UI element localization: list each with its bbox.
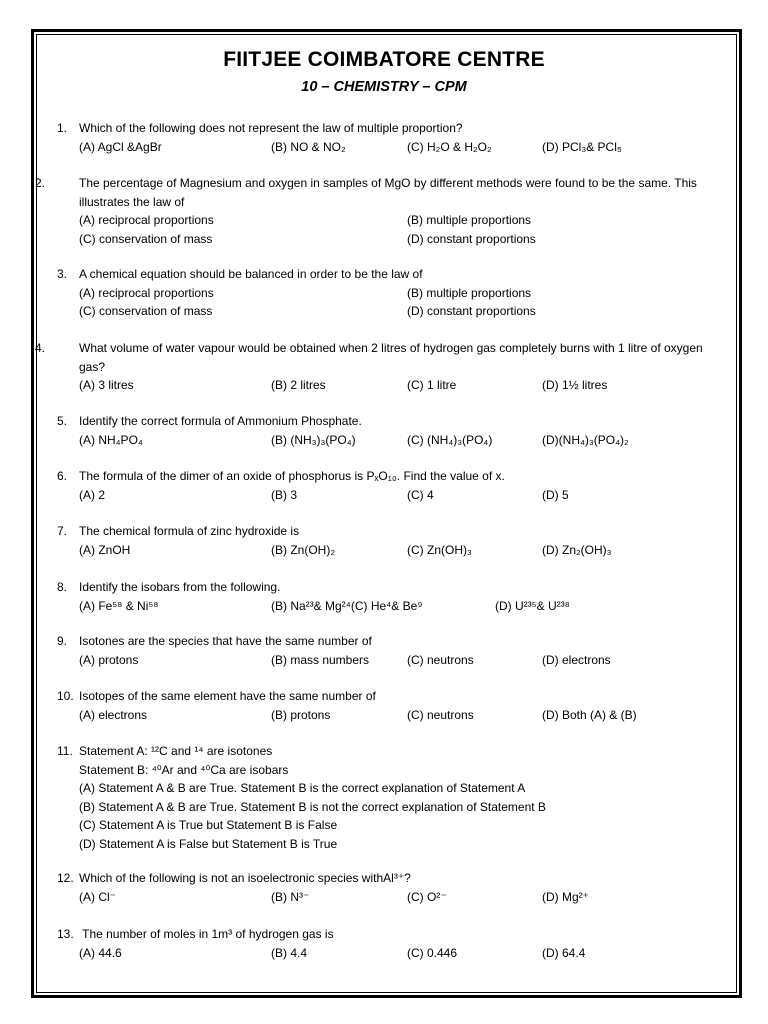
option-b: (B) multiple proportions	[407, 213, 532, 227]
option-d: (D) electrons	[542, 652, 611, 667]
page-title: FIITJEE COIMBATORE CENTRE	[223, 48, 545, 71]
option-a: (A) ZnOH	[79, 542, 131, 557]
option-d: (D) 64.4	[542, 945, 586, 960]
question-text: Identify the isobars from the following.	[79, 580, 281, 594]
option-b: (B) Zn(OH)₂	[271, 542, 335, 557]
option-c: (C) conservation of mass	[79, 231, 213, 246]
question-number: 6.	[57, 469, 68, 483]
question-11	[57, 742, 727, 853]
question-6	[57, 467, 727, 504]
option-c: (C) Statement A is True but Statement B is False	[79, 818, 338, 832]
option-a: (A) electrons	[79, 707, 148, 722]
option-d: (D) Zn₂(OH)₃	[542, 542, 612, 557]
option-a: (A) reciprocal proportions	[79, 285, 214, 300]
question-number: 11.	[57, 744, 73, 758]
option-a: (A) 44.6	[79, 945, 122, 960]
question-12	[57, 869, 727, 906]
question-number: 13.	[57, 927, 74, 941]
option-d: (D) constant proportions	[407, 304, 536, 318]
option-a: (A) Cl⁻	[79, 889, 116, 904]
option-d: (D) U²³⁵& U²³⁸	[495, 598, 570, 613]
option-a: (A) reciprocal proportions	[79, 213, 214, 227]
option-c: (C) 0.446	[407, 945, 458, 960]
option-c: (C) Zn(OH)₃	[407, 542, 472, 557]
question-7	[57, 522, 727, 559]
question-3	[57, 265, 727, 321]
option-b: (B) multiple proportions	[407, 285, 532, 300]
option-b: (B) mass numbers	[271, 652, 370, 667]
question-13	[57, 925, 727, 962]
question-number: 3.	[57, 267, 68, 281]
option-a: (A) 3 litres	[79, 378, 134, 392]
option-c: (C) O²⁻	[407, 889, 447, 904]
option-b-c: (B) Na²³& Mg²⁴(C) He⁴& Be⁹	[271, 598, 423, 613]
question-text: The percentage of Magnesium and oxygen in samples of MgO by different methods were found to be the same. This illustrates the law of	[79, 176, 697, 209]
option-a: (A) 2	[79, 487, 106, 502]
question-text: The chemical formula of zinc hydroxide is	[79, 524, 300, 538]
option-b: (B) NO & NO₂	[271, 139, 346, 154]
option-b: (B) N³⁻	[271, 889, 310, 904]
option-b: (B) 4.4	[271, 945, 308, 960]
question-number: 8.	[57, 580, 68, 594]
option-d: (D) 1½ litres	[542, 378, 608, 392]
option-c: (C) neutrons	[407, 652, 474, 667]
option-c: (C) 4	[407, 487, 434, 502]
option-c: (C) (NH₄)₃(PO₄)	[407, 432, 493, 447]
question-4	[35, 339, 727, 395]
question-number: 5.	[57, 414, 68, 428]
question-text: Identify the correct formula of Ammonium Phosphate.	[79, 414, 362, 428]
option-a: (A) protons	[79, 652, 139, 667]
option-a: (A) AgCl &AgBr	[79, 139, 162, 154]
option-d: (D)(NH₄)₃(PO₄)₂	[542, 432, 629, 447]
question-text: Which of the following is not an isoelectronic species withAl³⁺?	[79, 871, 411, 885]
question-number: 7.	[57, 524, 68, 538]
option-b: (B) 3	[271, 487, 298, 502]
option-c: (C) H₂O & H₂O₂	[407, 139, 492, 154]
option-d: (D) Statement A is False but Statement B is True	[79, 836, 338, 851]
question-number: 10.	[57, 689, 74, 703]
option-a: (A) NH₄PO₄	[79, 432, 143, 447]
question-text: Which of the following does not represent the law of multiple proportion?	[79, 121, 463, 135]
question-text: What volume of water vapour would be obtained when 2 litres of hydrogen gas completely burns with 1 litre of oxygen gas?	[79, 341, 703, 374]
question-number: 2.	[35, 176, 46, 190]
question-number: 1.	[57, 121, 68, 135]
page-subtitle: 10 – CHEMISTRY – CPM	[301, 79, 467, 95]
question-9	[57, 632, 727, 669]
statement-b: Statement B: ⁴⁰Ar and ⁴⁰Ca are isobars	[79, 762, 289, 777]
question-1	[57, 119, 727, 156]
option-b: (B) (NH₃)₃(PO₄)	[271, 432, 356, 447]
option-d: (D) Both (A) & (B)	[542, 707, 637, 722]
option-b: (B) protons	[271, 707, 331, 722]
question-text: A chemical equation should be balanced in order to be the law of	[79, 267, 423, 281]
option-a: (A) Statement A & B are True. Statement B is the correct explanation of Statement A	[79, 781, 526, 795]
question-number: 12.	[57, 871, 74, 885]
question-5	[57, 412, 727, 449]
question-2	[35, 174, 727, 248]
option-b: (B) Statement A & B are True. Statement B is not the correct explanation of Statement B	[79, 799, 546, 814]
question-number: 4.	[35, 341, 46, 355]
question-text: Isotopes of the same element have the same number of	[79, 689, 376, 703]
option-b: (B) 2 litres	[271, 378, 326, 392]
option-c: (C) neutrons	[407, 707, 474, 722]
question-8	[57, 578, 727, 615]
option-a: (A) Fe⁵⁸ & Ni⁵⁸	[79, 598, 159, 613]
option-d: (D) PCl₃& PCl₅	[542, 139, 622, 154]
option-c: (C) conservation of mass	[79, 304, 213, 318]
question-text: The number of moles in 1m³ of hydrogen gas is	[79, 927, 334, 941]
option-d: (D) 5	[542, 487, 569, 502]
option-d: (D) Mg²⁺	[542, 889, 589, 904]
question-10	[57, 687, 727, 724]
statement-a: Statement A: ¹²C and ¹⁴ are isotones	[79, 744, 273, 758]
question-number: 9.	[57, 634, 68, 648]
option-d: (D) constant proportions	[407, 231, 536, 246]
question-text: Isotones are the species that have the same number of	[79, 634, 372, 648]
option-c: (C) 1 litre	[407, 378, 457, 392]
question-text: The formula of the dimer of an oxide of phosphorus is PₓO₁₀. Find the value of x.	[79, 469, 505, 483]
